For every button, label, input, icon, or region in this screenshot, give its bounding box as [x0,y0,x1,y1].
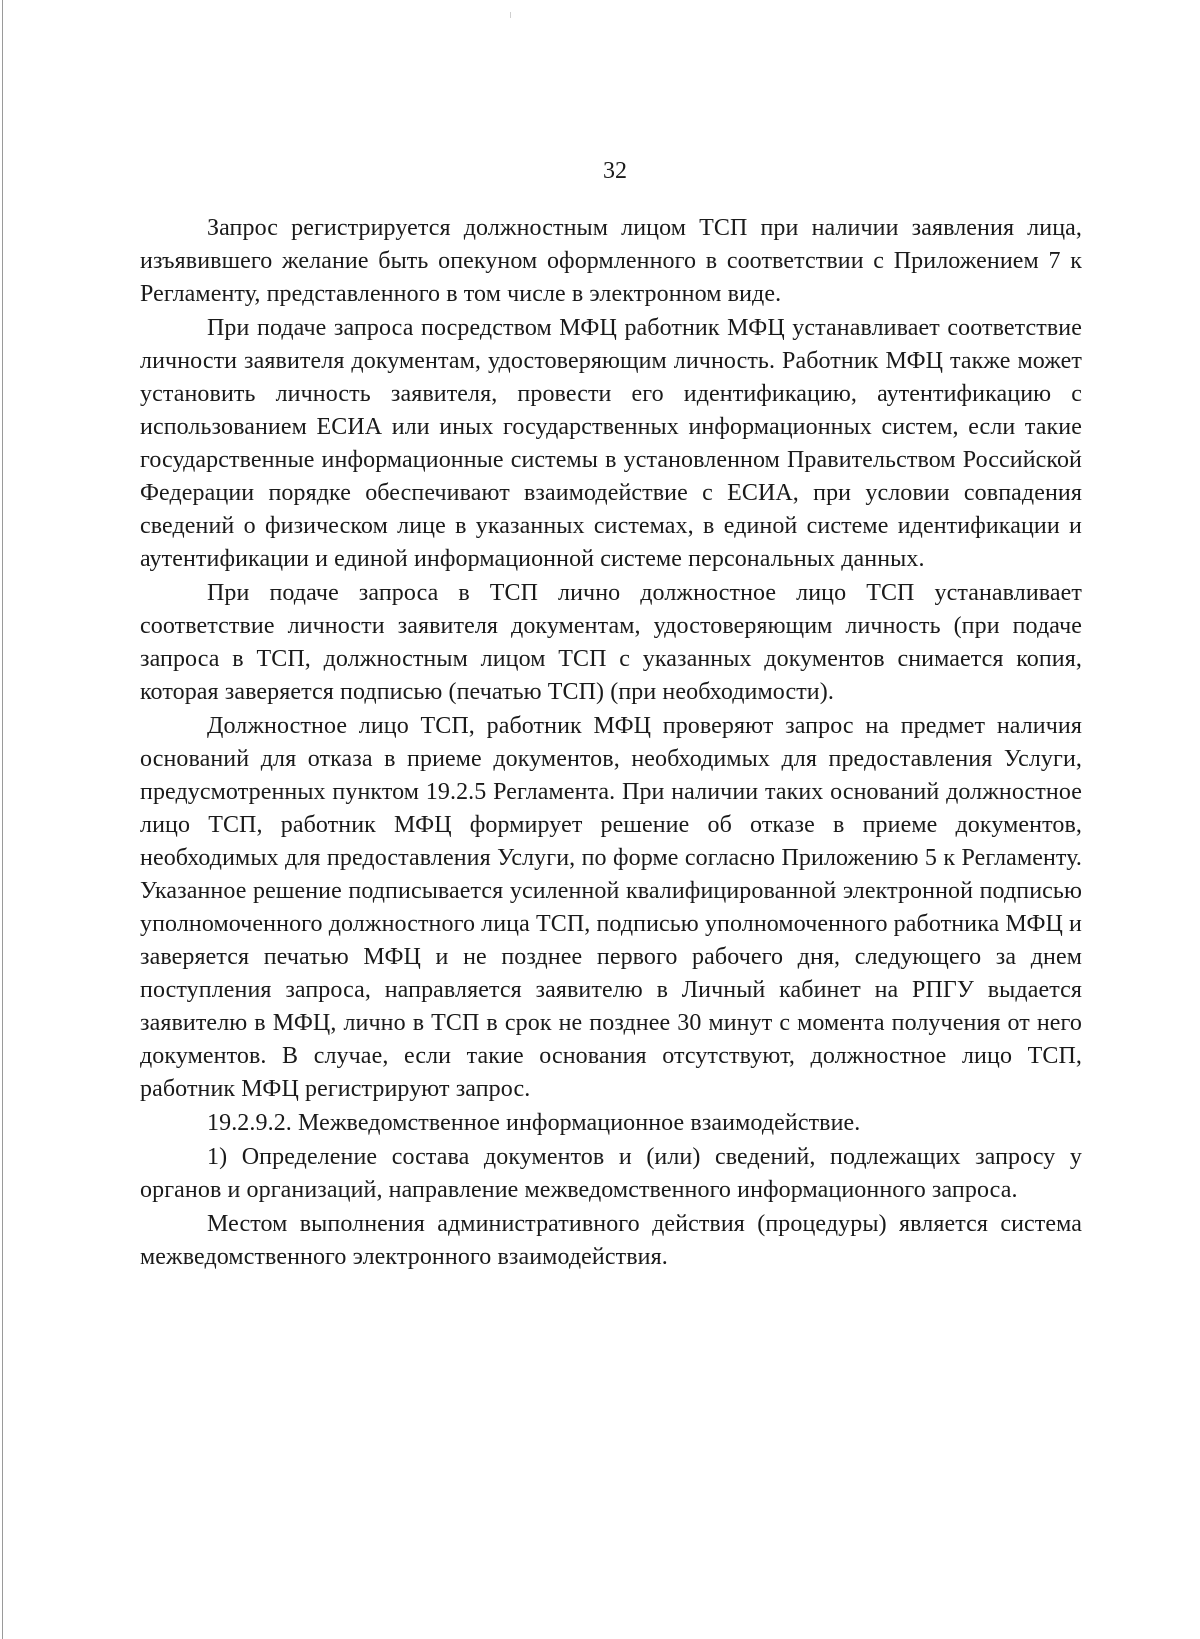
page-number: 32 [603,158,627,184]
paragraph-document-list: 1) Определение состава документов и (или) сведений, подлежащих запросу у органов и организаций, направление межведомственного информационного запроса. [140,1144,1082,1203]
paragraph-section-heading: 19.2.9.2. Межведомственное информационное взаимодействие. [207,1110,861,1136]
document-body [140,212,1082,1274]
paragraph-mfc-submission: При подаче запроса посредством МФЦ работник МФЦ устанавливает соответствие личности заявителя документам, удостоверяющим личность. Работник МФЦ также может установить личность заявителя, провести его идентификацию, аутентификацию с использованием ЕСИА или иных государственных информационных систем, если такие государственные информационные системы в установленном Правительством Российской Федерации порядке обеспечивают взаимодействие с ЕСИА, при условии совпадения сведений о физическом лице в указанных системах, в единой системе идентификации и аутентификации и единой информационной системе персональных данных. [140,315,1082,572]
scan-edge-line [2,0,3,1639]
paragraph-request-registration: Запрос регистрируется должностным лицом ТСП при наличии заявления лица, изъявившего желание быть опекуном оформленного в соответствии с Приложением 7 к Регламенту, представленного в том числе в электронном виде. [140,215,1082,307]
paragraph-refusal-grounds: Должностное лицо ТСП, работник МФЦ проверяют запрос на предмет наличия оснований для отказа в приеме документов, необходимых для предоставления Услуги, предусмотренных пунктом 19.2.5 Регламента. При наличии таких оснований должностное лицо ТСП, работник МФЦ формирует решение об отказе в приеме документов, необходимых для предоставления Услуги, по форме согласно Приложению 5 к Регламенту. Указанное решение подписывается усиленной квалифицированной электронной подписью уполномоченного должностного лица ТСП, подписью уполномоченного работника МФЦ и заверяется печатью МФЦ и не позднее первого рабочего дня, следующего за днем поступления запроса, направляется заявителю в Личный кабинет на РПГУ выдается заявителю в МФЦ, лично в ТСП в срок не позднее 30 минут с момента получения от него документов. В случае, если такие основания отсутствуют, должностное лицо ТСП, работник МФЦ регистрируют запрос. [140,713,1082,1102]
paragraph-tsp-submission: При подаче запроса в ТСП лично должностное лицо ТСП устанавливает соответствие личности заявителя документам, удостоверяющим личность (при подаче запроса в ТСП, должностным лицом ТСП с указанных документов снимается копия, которая заверяется подписью (печатью ТСП) (при необходимости). [140,580,1082,705]
scan-speck [510,12,511,18]
paragraph-execution-place: Местом выполнения административного действия (процедуры) является система межведомственного электронного взаимодействия. [140,1211,1082,1270]
